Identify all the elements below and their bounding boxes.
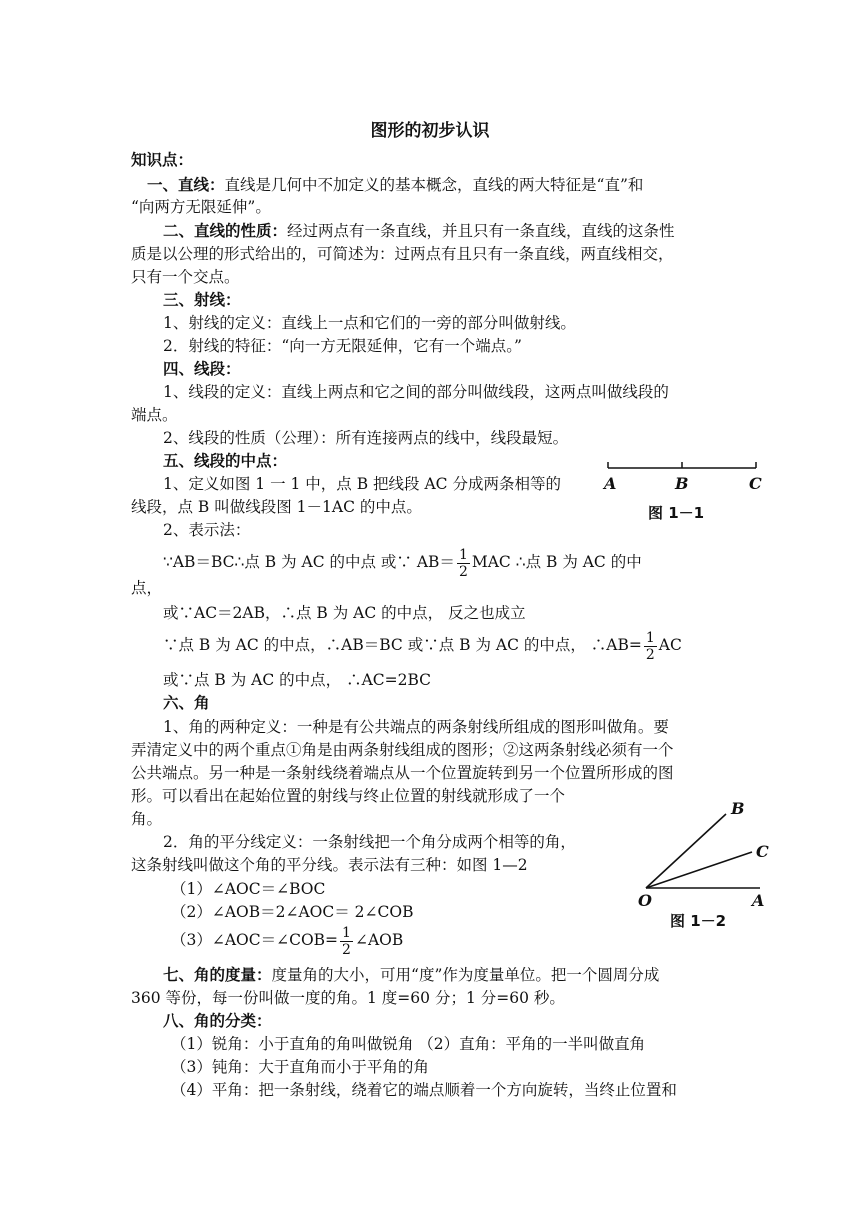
point-label-b: B — [731, 799, 745, 818]
paragraph-line: 或∵AC＝2AB，∴点 B 为 AC 的中点， 反之也成立 — [163, 604, 526, 622]
paragraph-line: 端点。 — [131, 406, 178, 424]
figure-1-2 — [630, 796, 780, 936]
section-heading: 一、直线： — [147, 175, 225, 194]
fraction-one-half — [644, 630, 657, 663]
paragraph-line — [147, 174, 643, 196]
segment-diagram — [598, 456, 770, 476]
figure-1-1 — [598, 456, 770, 528]
paragraph-line: 这条射线叫做这个角的平分线。表示法有三种：如图 1—2 — [131, 856, 528, 874]
paragraph-line: （4）平角：把一条射线，绕着它的端点顺着一个方向旋转，当终止位置和 — [171, 1081, 677, 1099]
paragraph-line: 或∵点 B 为 AC 的中点， ∴AC=2BC — [163, 671, 432, 689]
fraction-numerator: 1 — [458, 546, 468, 563]
text-span: ∵点 B 为 AC 的中点，∴AB＝BC 或∵点 B 为 AC 的中点， ∴AB= — [163, 636, 642, 654]
figure-caption: 图 1－2 — [670, 912, 727, 930]
paragraph-line: 点， — [131, 579, 163, 597]
paragraph-line: 角。 — [131, 810, 163, 828]
fraction-one-half — [457, 547, 470, 580]
paragraph-line — [163, 544, 642, 580]
paragraph-line: 线段，点 B 叫做线段图 1－1AC 的中点。 — [131, 498, 422, 516]
paragraph-line: 2．射线的特征：“向一方无限延伸，它有一个端点。” — [163, 337, 522, 355]
page-title: 图形的初步认识 — [370, 121, 490, 141]
paragraph-line: （2）∠AOB＝2∠AOC＝ 2∠COB — [171, 903, 414, 921]
text-span: ∠AOB — [354, 931, 404, 949]
point-label-a: A — [752, 891, 765, 910]
text-span: AC — [658, 636, 682, 654]
paragraph-line: “向两方无限延伸”。 — [131, 198, 271, 216]
point-label-b: B — [675, 474, 689, 493]
fraction-denominator: 2 — [458, 563, 468, 580]
paragraph-line: 1、角的两种定义：一种是有公共端点的两条射线所组成的图形叫做角。要 — [163, 718, 669, 736]
paragraph-line: 1、线段的定义：直线上两点和它之间的部分叫做线段，这两点叫做线段的 — [163, 383, 669, 401]
fraction-one-half — [340, 925, 353, 958]
paragraph-line: （1）∠AOC＝∠BOC — [171, 880, 326, 898]
point-label-c: C — [756, 842, 769, 861]
paragraph-line: 质是以公理的形式给出的，可简述为：过两点有且只有一条直线，两直线相交， — [131, 245, 674, 263]
section-heading: 知识点： — [131, 150, 194, 169]
section-heading: 六、角 — [163, 693, 210, 712]
paragraph-line: 1、定义如图 1 一 1 中，点 B 把线段 AC 分成两条相等的 — [163, 475, 561, 493]
fraction-numerator: 1 — [645, 629, 655, 646]
fraction-denominator: 2 — [342, 941, 351, 958]
text-span: ∵AB＝BC∴点 B 为 AC 的中点 或∵ AB＝ — [163, 553, 455, 571]
paragraph-line: 2、表示法： — [163, 521, 251, 539]
paragraph-line: 1、射线的定义：直线上一点和它们的一旁的部分叫做射线。 — [163, 314, 576, 332]
paragraph-line: 形。可以看出在起始位置的射线与终止位置的射线就形成了一个 — [131, 787, 566, 805]
section-heading: 八、角的分类： — [163, 1011, 272, 1030]
paragraph-line — [163, 964, 659, 986]
paragraph-line — [163, 220, 675, 242]
section-heading: 七、角的度量： — [163, 965, 272, 984]
fraction-denominator: 2 — [645, 646, 655, 663]
text-span: 度量角的大小，可用“度”作为度量单位。把一个圆周分成 — [271, 966, 660, 984]
text-span: （3）∠AOC＝∠COB= — [171, 931, 339, 949]
paragraph-line: （3）钝角：大于直角而小于平角的角 — [171, 1058, 429, 1076]
paragraph-line: 2、线段的性质（公理）：所有连接两点的线中，线段最短。 — [163, 429, 569, 447]
section-heading: 二、直线的性质： — [163, 221, 288, 240]
paragraph-line — [163, 627, 682, 663]
figure-caption: 图 1－1 — [648, 504, 705, 522]
text-span: 直线是几何中不加定义的基本概念，直线的两大特征是“直”和 — [224, 176, 644, 194]
paragraph-line: 只有一个交点。 — [131, 268, 240, 286]
paragraph-line: 弄清定义中的两个重点①角是由两条射线组成的图形；②这两条射线必须有一个 — [131, 741, 674, 759]
point-label-a: A — [604, 474, 617, 493]
paragraph-line: 公共端点。另一种是一条射线绕着端点从一个位置旋转到另一个位置所形成的图 — [131, 764, 674, 782]
section-heading: 四、线段： — [163, 359, 241, 378]
point-label-o: O — [638, 891, 652, 910]
section-heading: 五、线段的中点： — [163, 451, 288, 470]
paragraph-line: 2．角的平分线定义：一条射线把一个角分成两个相等的角， — [163, 833, 576, 851]
text-span: 经过两点有一条直线，并且只有一条直线，直线的这条性 — [287, 222, 675, 240]
fraction-numerator: 1 — [342, 924, 351, 941]
section-heading: 三、射线： — [163, 290, 241, 309]
paragraph-line: 360 等份，每一份叫做一度的角。1 度=60 分；1 分=60 秒。 — [131, 989, 565, 1007]
paragraph-line: （1）锐角：小于直角的角叫做锐角 （2）直角：平角的一半叫做直角 — [171, 1035, 646, 1053]
paragraph-line — [171, 922, 403, 958]
point-label-c: C — [749, 474, 762, 493]
text-span: MAC ∴点 B 为 AC 的中 — [471, 553, 642, 571]
